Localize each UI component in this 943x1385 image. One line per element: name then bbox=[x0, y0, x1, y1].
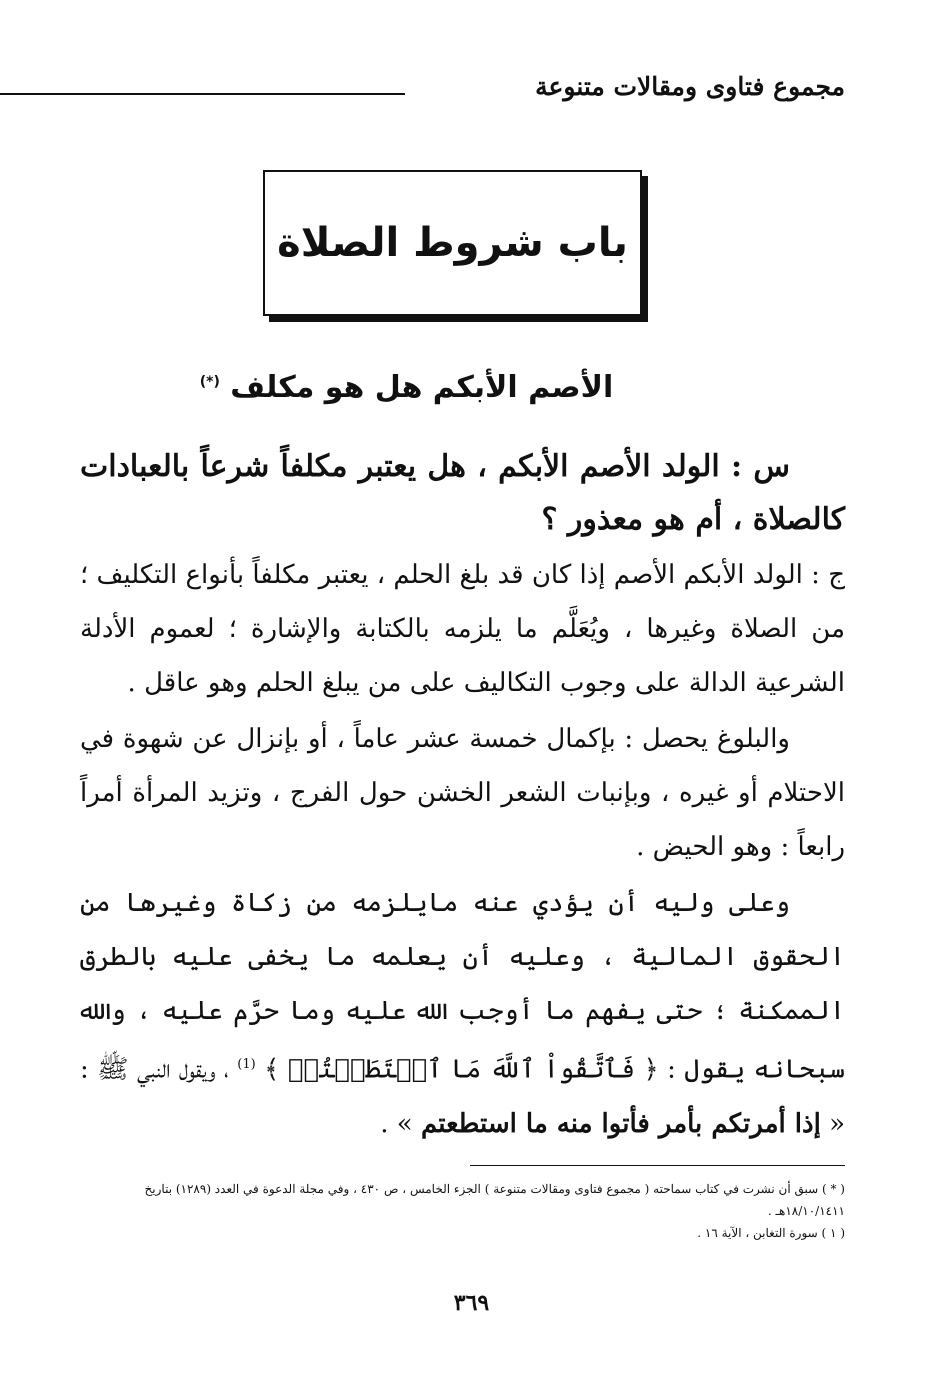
paragraph-text: » . bbox=[380, 1108, 413, 1139]
footnote-1: ( * ) سبق أن نشرت في كتاب سماحته ( مجموع فتاوى ومقالات متنوعة ) الجزء الخامس ، ص ٤٣٠ ، وفي مجلة الدعوة في العدد (١٢٨٩) بتاريخ ١٨/١٠/١٤١١هـ . bbox=[144, 1182, 845, 1218]
hadith-quote: إذا أمرتكم بأمر فأتوا منه ما استطعتم bbox=[420, 1108, 821, 1139]
answer-paragraph-1: ج : الولد الأبكم الأصم إذا كان قد بلغ الحلم ، يعتبر مكلفاً بأنواع التكليف ؛ من الصلاة وغيرها ، ويُعَلَّم ما يلزمه بالكتابة والإشارة ؛ لعموم الأدلة الشرعية الدالة على وجوب التكاليف على من يبلغ الحلم وهو عاقل . bbox=[80, 560, 845, 698]
chapter-title-box bbox=[263, 170, 642, 316]
answer-paragraph-2: والبلوغ يحصل : بإكمال خمسة عشر عاماً ، أو بإنزال عن شهوة في الاحتلام أو غيره ، وبإنبات الشعر الخشن حول الفرج ، وتزيد المرأة أمراً رابعاً : وهو الحيض . bbox=[80, 724, 845, 862]
paragraph-text: وعلى وليه أن يؤدي عنه مايلزمه من زكاة وغيرها من الحقوق المالية ، وعليه أن يعلمه ما يخفى عليه بالطرق الممكنة ؛ حتى يفهم ما أوجب الله عليه وما حرَّم عليه ، والله سبحانه يقول : ﴿ فَٱتَّقُواْ ٱللَّهَ مَا ٱسۡتَطَعۡتُمۡ ﴾ bbox=[80, 888, 846, 1085]
paragraph-text: ، ويقول النبي ﷺ : « bbox=[80, 1054, 845, 1139]
footnote-rule bbox=[470, 1165, 845, 1166]
page-number: ٣٦٩ bbox=[453, 1290, 490, 1316]
article-body bbox=[80, 440, 845, 1151]
answer-paragraph-3 bbox=[80, 876, 845, 1151]
section-footnote-marker: (*) bbox=[199, 374, 220, 390]
section-title-text: الأصم الأبكم هل هو مكلف bbox=[230, 370, 614, 405]
header-title: مجموع فتاوى ومقالات متنوعة bbox=[535, 72, 845, 101]
running-header bbox=[78, 70, 845, 110]
footnote-reference: (1) bbox=[237, 1057, 256, 1072]
footnote-2: ( ١ ) سورة التغابن ، الآية ١٦ . bbox=[697, 1226, 845, 1240]
header-rule bbox=[0, 93, 405, 95]
footnotes bbox=[80, 1178, 845, 1244]
chapter-title: باب شروط الصلاة bbox=[277, 220, 628, 266]
section-title bbox=[150, 370, 663, 405]
question-paragraph: س : الولد الأصم الأبكم ، هل يعتبر مكلفاً شرعاً بالعبادات كالصلاة ، أم هو معذور ؟ bbox=[80, 449, 845, 537]
